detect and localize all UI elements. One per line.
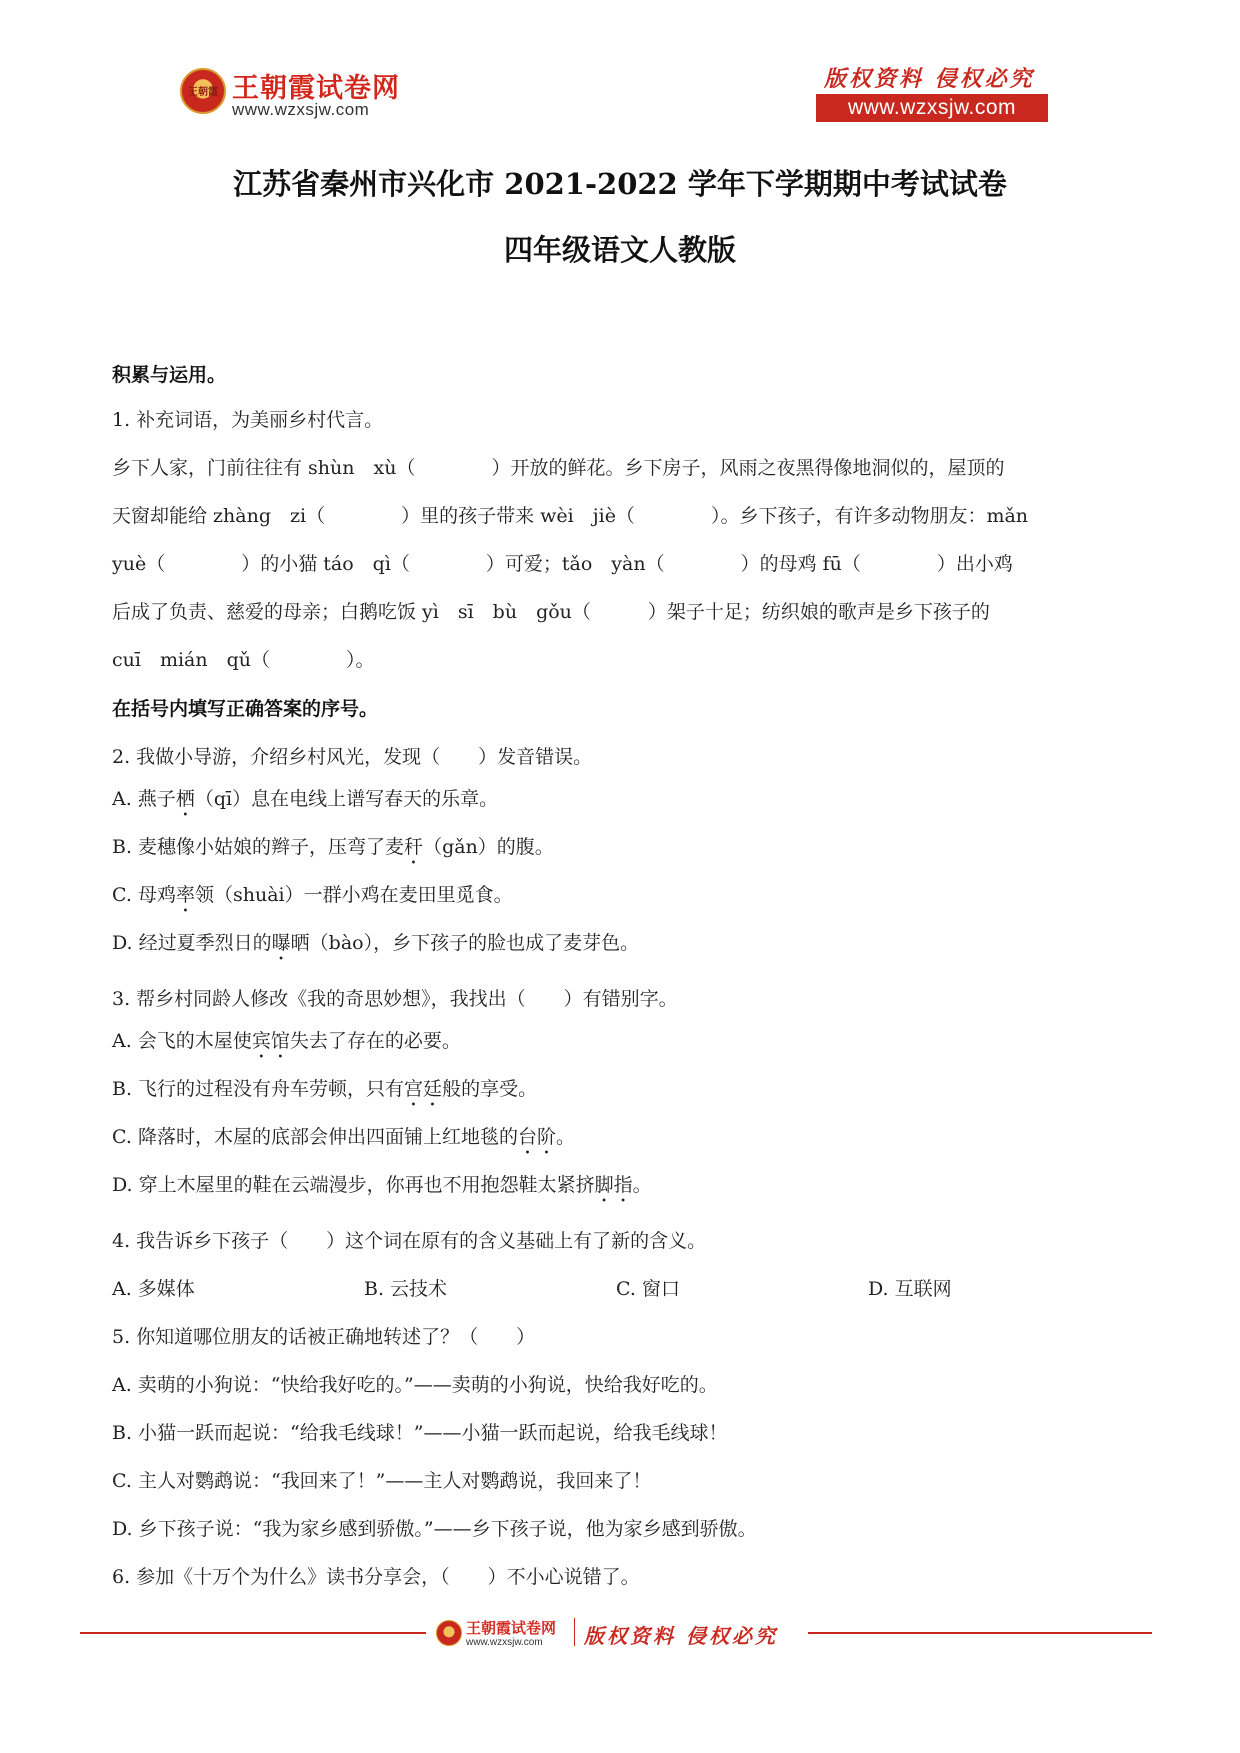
question-4-option-a: A. 多媒体 bbox=[112, 1278, 195, 1300]
footer-logo-icon bbox=[436, 1620, 462, 1646]
question-4-option-b: B. 云技术 bbox=[364, 1278, 448, 1300]
question-4-option-d: D. 互联网 bbox=[868, 1278, 952, 1300]
copyright-notice: 版权资料 侵权必究 bbox=[824, 66, 1035, 92]
question-3-option-b: B. 飞行的过程没有舟车劳顿，只有宫廷般的享受。 bbox=[112, 1078, 538, 1100]
question-2-option-c: C. 母鸡率领（shuài）一群小鸡在麦田里觅食。 bbox=[112, 884, 513, 906]
page-subtitle: 四年级语文人教版 bbox=[503, 233, 736, 267]
footer-logo-name: 王朝霞试卷网 bbox=[466, 1619, 557, 1637]
question-2-option-b: B. 麦穗像小姑娘的辫子，压弯了麦秆（gǎn）的腹。 bbox=[112, 836, 554, 858]
question-4-stem: 4. 我告诉乡下孩子（ ）这个词在原有的含义基础上有了新的含义。 bbox=[112, 1230, 707, 1252]
logo-emblem-icon: 王朝霞 bbox=[180, 68, 226, 114]
question-3-stem: 3. 帮乡村同龄人修改《我的奇思妙想》，我找出（ ）有错别字。 bbox=[112, 988, 678, 1010]
section-heading-choice: 在括号内填写正确答案的序号。 bbox=[112, 698, 379, 720]
question-3-option-c: C. 降落时，木屋的底部会伸出四面铺上红地毯的台阶。 bbox=[112, 1126, 575, 1148]
url-banner: www.wzxsjw.com bbox=[816, 94, 1048, 122]
question-1-line: 天窗却能给 zhàng zi（ ）里的孩子带来 wèi jiè（ ）。乡下孩子，有许多动物朋友：mǎn bbox=[112, 505, 1029, 527]
footer-divider-left bbox=[80, 1632, 426, 1634]
question-2-option-a: A. 燕子栖（qī）息在电线上谱写春天的乐章。 bbox=[112, 788, 499, 810]
page-title: 江苏省秦州市兴化市 2021-2022 学年下学期期中考试试卷 bbox=[233, 167, 1007, 201]
question-1-line: cuī mián qǔ（ ）。 bbox=[112, 649, 375, 671]
logo-url: www.wzxsjw.com bbox=[232, 100, 370, 119]
question-5-stem: 5. 你知道哪位朋友的话被正确地转述了？（ ） bbox=[112, 1326, 536, 1348]
footer-divider-right bbox=[808, 1632, 1152, 1634]
question-5-option-d: D. 乡下孩子说：“我为家乡感到骄傲。”——乡下孩子说，他为家乡感到骄傲。 bbox=[112, 1518, 757, 1540]
footer-copyright: 版权资料 侵权必究 bbox=[584, 1624, 778, 1648]
question-5-option-a: A. 卖萌的小狗说：“快给我好吃的。”——卖萌的小狗说，快给我好吃的。 bbox=[112, 1374, 718, 1396]
footer-logo-url: www.wzxsjw.com bbox=[466, 1637, 543, 1648]
footer-separator bbox=[574, 1618, 575, 1646]
question-1-stem: 1. 补充词语，为美丽乡村代言。 bbox=[112, 409, 384, 431]
section-heading-accumulation: 积累与运用。 bbox=[112, 364, 227, 386]
question-5-option-c: C. 主人对鹦鹉说：“我回来了！”——主人对鹦鹉说，我回来了！ bbox=[112, 1470, 652, 1492]
question-1-line: 乡下人家，门前往往有 shùn xù（ ）开放的鲜花。乡下房子，风雨之夜黑得像地洞似的，屋顶的 bbox=[112, 457, 1005, 479]
question-6-stem: 6. 参加《十万个为什么》读书分享会，（ ）不小心说错了。 bbox=[112, 1566, 640, 1588]
question-4-option-c: C. 窗口 bbox=[616, 1278, 680, 1300]
question-5-option-b: B. 小猫一跃而起说：“给我毛线球！”——小猫一跃而起说，给我毛线球！ bbox=[112, 1422, 728, 1444]
question-2-stem: 2. 我做小导游，介绍乡村风光，发现（ ）发音错误。 bbox=[112, 746, 593, 768]
question-3-option-a: A. 会飞的木屋使宾馆失去了存在的必要。 bbox=[112, 1030, 461, 1052]
question-3-option-d: D. 穿上木屋里的鞋在云端漫步，你再也不用抱怨鞋太紧挤脚指。 bbox=[112, 1174, 652, 1196]
question-2-option-d: D. 经过夏季烈日的曝晒（bào），乡下孩子的脸也成了麦芽色。 bbox=[112, 932, 640, 954]
logo-name: 王朝霞试卷网 bbox=[232, 73, 400, 104]
question-1-line: yuè（ ）的小猫 táo qì（ ）可爱；tǎo yàn（ ）的母鸡 fū（ ）出小鸡 bbox=[112, 553, 1013, 575]
question-1-line: 后成了负责、慈爱的母亲；白鹅吃饭 yì sī bù gǒu（ ）架子十足；纺织娘的歌声是乡下孩子的 bbox=[112, 601, 990, 623]
